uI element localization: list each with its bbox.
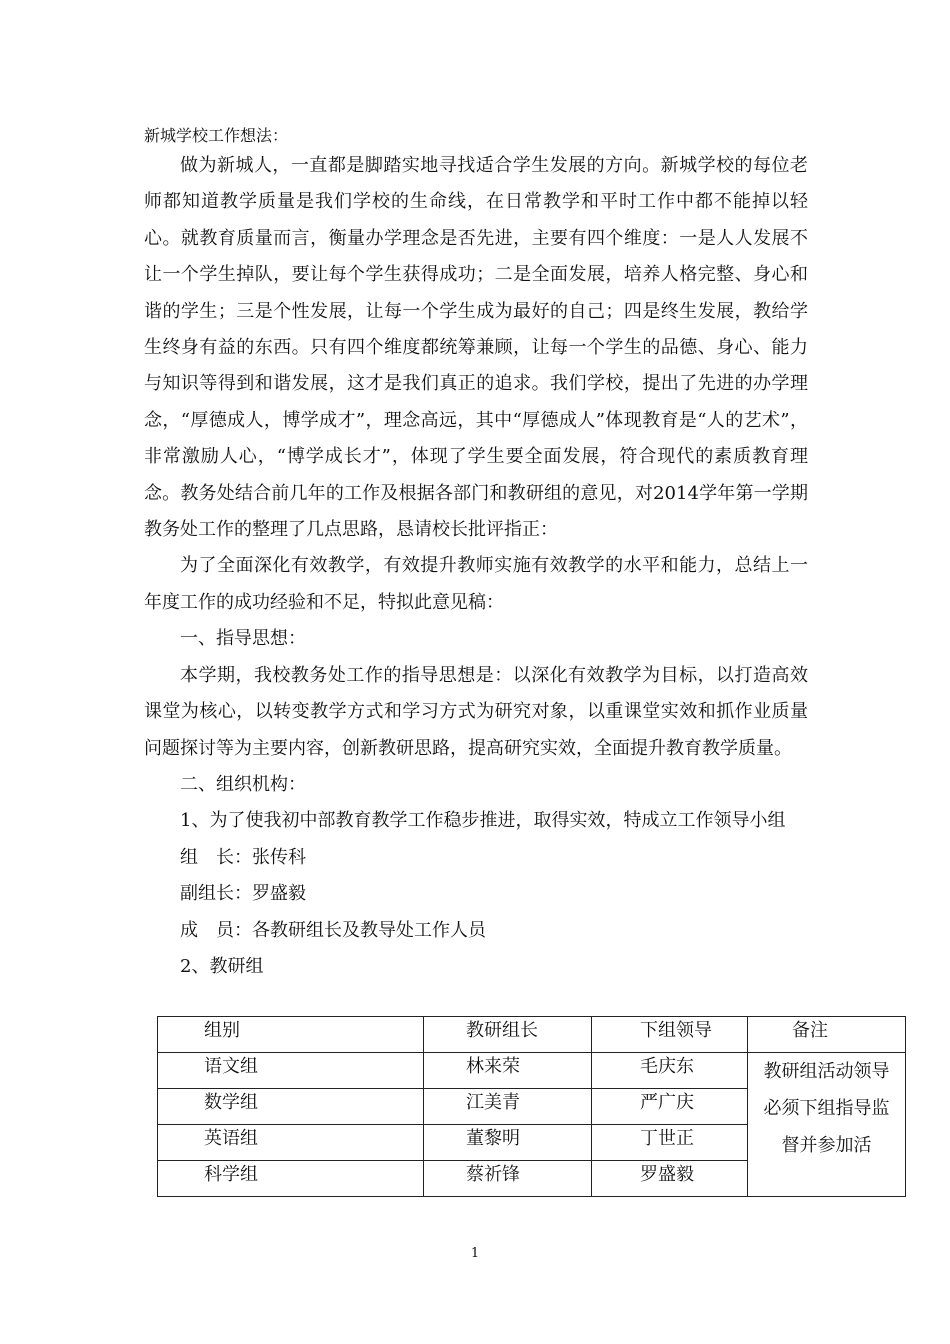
item-1-text: 1、为了使我初中部教育教学工作稳步推进，取得实效，特成立工作领导小组 bbox=[180, 810, 786, 832]
purpose-paragraph: 为了全面深化有效教学，有效提升教师实施有效教学的水平和能力，总结上一年度工作的成功经验和不足，特拟此意见稿： bbox=[144, 555, 808, 613]
cell-group-leader: 林来荣 bbox=[424, 1053, 592, 1089]
table-header-row bbox=[158, 1017, 906, 1053]
members-line: 成 员：各教研组长及教导处工作人员 bbox=[180, 919, 486, 941]
cell-group: 语文组 bbox=[158, 1053, 424, 1089]
cell-group-leader: 董黎明 bbox=[424, 1125, 592, 1161]
cell-supervising-leader: 严广庆 bbox=[592, 1089, 748, 1125]
cell-group: 科学组 bbox=[158, 1161, 424, 1197]
header-note: 备注 bbox=[748, 1017, 906, 1053]
document-heading: 新城学校工作想法： bbox=[144, 126, 289, 145]
cell-group-leader: 江美青 bbox=[424, 1089, 592, 1125]
cell-group: 数学组 bbox=[158, 1089, 424, 1125]
header-supervising-leader: 下组领导 bbox=[592, 1017, 748, 1053]
document-body bbox=[144, 148, 808, 985]
cell-note: 教研组活动领导必须下组指导监督并参加活 bbox=[748, 1053, 906, 1197]
cell-supervising-leader: 丁世正 bbox=[592, 1125, 748, 1161]
intro-paragraph: 做为新城人，一直都是脚踏实地寻找适合学生发展的方向。新城学校的每位老师都知道教学质量是我们学校的生命线，在日常教学和平时工作中都不能掉以轻心。就教育质量而言，衡量办学理念是否先进，主要有四个维度：一是人人发展不让一个学生掉队，要让每个学生获得成功；二是全面发展，培养人格完整、身心和谐的学生；三是个性发展，让每一个学生成为最好的自己；四是终生发展，教给学生终身有益的东西。只有四个维度都统筹兼顾，让每一个学生的品德、身心、能力与知识等得到和谐发展，这才是我们真正的追求。我们学校，提出了先进的办学理念，“厚德成人，博学成才”，理念高远，其中“厚德成人”体现教育是“人的艺术”，非常激励人心，“博学成长才”，体现了学生要全面发展，符合现代的素质教育理念。教务处结合前几年的工作及根据各部门和教研组的意见，对2014学年第一学期教务处工作的整理了几点思路，恳请校长批评指正： bbox=[144, 155, 808, 541]
section-1-title: 一、指导思想： bbox=[180, 628, 306, 650]
page-number: 1 bbox=[470, 1246, 480, 1261]
header-group-leader: 教研组长 bbox=[424, 1017, 592, 1053]
group-leader-line: 组 长：张传科 bbox=[180, 846, 306, 868]
header-group: 组别 bbox=[158, 1017, 424, 1053]
table-row bbox=[158, 1053, 906, 1089]
cell-supervising-leader: 罗盛毅 bbox=[592, 1161, 748, 1197]
item-2-text: 2、教研组 bbox=[180, 955, 264, 977]
cell-supervising-leader: 毛庆东 bbox=[592, 1053, 748, 1089]
cell-group-leader: 蔡祈锋 bbox=[424, 1161, 592, 1197]
section-2-title: 二、组织机构： bbox=[180, 773, 306, 795]
teaching-group-table bbox=[157, 1016, 906, 1197]
deputy-leader-line: 副组长：罗盛毅 bbox=[180, 883, 306, 905]
cell-group: 英语组 bbox=[158, 1125, 424, 1161]
section-1-text: 本学期，我校教务处工作的指导思想是：以深化有效教学为目标，以打造高效课堂为核心，以转变教学方式和学习方式为研究对象，以重课堂实效和抓作业质量问题探讨等为主要内容，创新教研思路，提高研究实效，全面提升教育教学质量。 bbox=[144, 664, 808, 759]
